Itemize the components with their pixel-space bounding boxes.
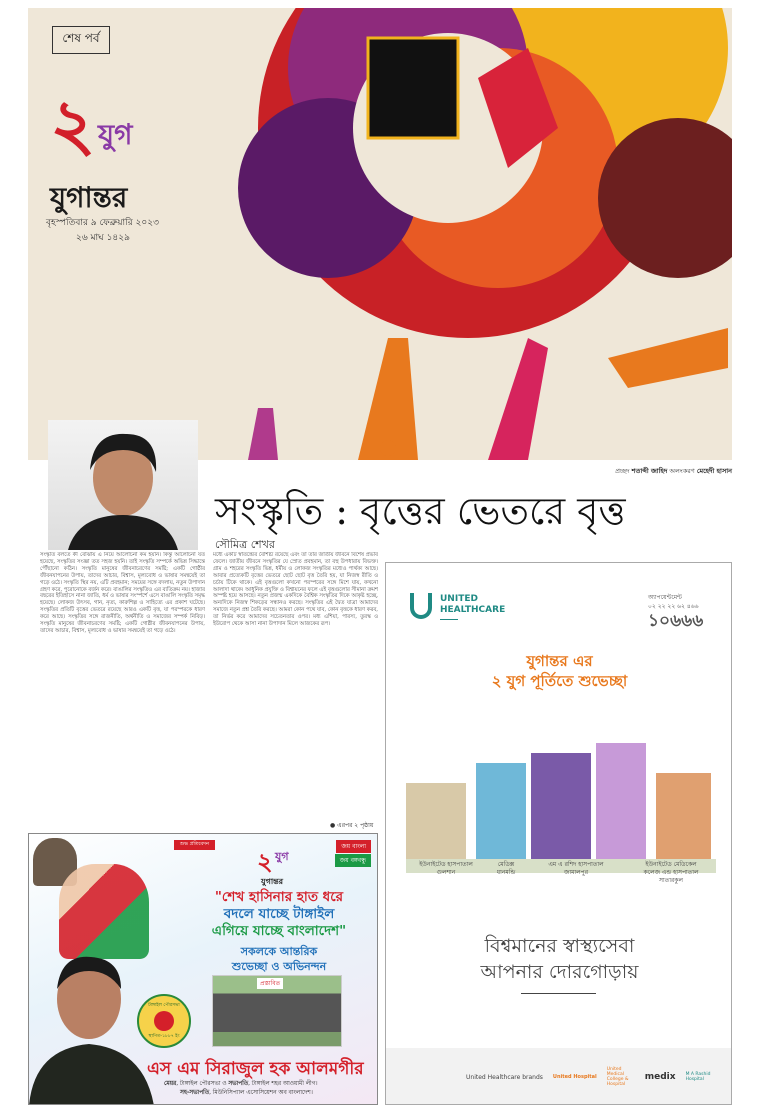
hospital-label <box>481 861 531 877</box>
brand-logo-medix: medix <box>644 1072 676 1082</box>
tangail-municipality-ad <box>28 833 378 1105</box>
anniversary-logo-number: ২ <box>50 83 96 166</box>
mayor-photo <box>29 949 154 1105</box>
brand-logo-umch: United Medical College & Hospital <box>606 1067 629 1087</box>
hospital-location: কলেজ এন্ড হাসপাতাল <box>643 869 699 876</box>
article-column: মধ্যে একটি স্বাতন্ত্র্যের বৈশিষ্ট্য রয়েছে এবং তা তার জাতীয় জীবনে বিশেষ প্রভাব ফেলে। জাতীয় জীবনে সংস্কৃতির যে স্রোত প্রবহমান, তা বহু উপধারায় বিভক্ত। গ্রাম ও শহরের সংস্কৃতি ভিন্ন, ধর্মীয় ও লোকজ সংস্কৃতির মধ্যেও পার্থক্য আছে। আবার প্রত্যেকটি বৃত্তের ভেতরে ছোট ছোট বৃত্ত তৈরি হয়, যা নিজস্ব রীতি ও চর্চায় টিকে থাকে। এই বৃত্তগুলো কখনো পরস্পরের সঙ্গে মিশে যায়, কখনো আলাদা থাকে। আধুনিক প্রযুক্তি ও বিশ্বায়নের ফলে এই বৃত্তগুলোর সীমানা ক্রমশ অস্পষ্ট হয়ে আসছে। নতুন প্রজন্ম একদিকে বৈশ্বিক সংস্কৃতির দিকে আকৃষ্ট হচ্ছে, অন্যদিকে নিজস্ব শিকড়ের সন্ধানও করছে। সংস্কৃতির এই দ্বৈত যাত্রা আমাদের সমাজে নতুন প্রশ্ন তৈরি করছে। আমরা কোন পথে যাব, কোন বৃত্তকে ধারণ করব, তা নির্ভর করে আমাদের সচেতনতার ওপর। মধ্য এশিয়া, পারস্য, তুরস্ক ও ইউরোপ থেকে আসা নানা উপাদান মিলে আজকের রূপ। <box>213 552 378 628</box>
brand-line: UNITED <box>440 594 478 604</box>
hospital-name: এম এ রশিদ হাসপাতাল <box>548 861 604 868</box>
bangla-date: ২৬ মাঘ ১৪২৯ <box>76 233 130 243</box>
seal-emblem <box>154 1011 174 1031</box>
ad-logo-number: ২ <box>257 848 273 876</box>
quote-line: বদলে যাচ্ছে টাঙ্গাইল <box>223 906 335 922</box>
anniversary-logo-word: যুগ <box>98 118 133 151</box>
greeting-line: সকলকে আন্তরিক <box>240 945 318 958</box>
ad-top-tag: শুভ প্রতিবেদন <box>174 840 215 850</box>
mayor-name: এস এম সিরাজুল হক আলমগীর <box>147 1059 364 1079</box>
tagline: বিশ্বমানের স্বাস্থ্যসেবা <box>484 935 635 957</box>
united-healthcare-logo-icon <box>410 593 432 619</box>
hospital-name: মেডিক্স <box>497 861 515 868</box>
hospital-location: জামালপুর <box>563 869 589 876</box>
project-label: প্রস্তাবিত <box>257 978 283 989</box>
article-column: সংস্কৃতি বলতে কী বোঝায় এ নিয়ে আলোচনা কম হয়নি। কিন্তু আলোচনা যত হয়েছে, সংস্কৃতির সংজ্ঞা তত সহজ হয়নি। তাই সংস্কৃতি সম্পর্কে অভিন্ন সিদ্ধান্তে পৌঁছানো কঠিন। সংস্কৃতি মানুষের জীবনাচরণের সমষ্টি; একটি গোষ্ঠীর জীবনযাপনের উপায়, তাদের আচার, বিশ্বাস, মূল্যবোধ ও ভাষার সমন্বয়েই তা গড়ে ওঠে। সংস্কৃতি স্থির নয়, এটি প্রবহমান; সময়ের সঙ্গে বদলায়, নতুন উপাদান গ্রহণ করে, পুরোনোকে বর্জন করে। বাঙালির সংস্কৃতিও এর ব্যতিক্রম নয়। হাজার বছরের ইতিহাসে নানা জাতি, ধর্ম ও ভাষার সংস্পর্শে এসে বাঙালি সংস্কৃতি সমৃদ্ধ হয়েছে। লোকজ উৎসব, গান, নৃত্য, কারুশিল্প ও সাহিত্যে এর প্রকাশ ঘটেছে। সংস্কৃতির প্রতিটি বৃত্তের ভেতরে রয়েছে আরও একটি বৃত্ত, যা পরস্পরকে ধারণ করে আছে। সংস্কৃতির সঙ্গে রাজনীতি, অর্থনীতি ও সমাজের সম্পর্ক নিবিড়। সংস্কৃতি মানুষের জীবনাচরণের সমষ্টি; একটি গোষ্ঠীর জীবনযাপনের উপায়, তাদের আচার, বিশ্বাস, মূল্যবোধ ও ভাষার সমন্বয়েই তা গড়ে ওঠে। <box>40 552 205 634</box>
illustrator: মেহেদী হাসান <box>696 467 732 475</box>
title-text: , মিউনিসিপ্যাল এসোসিয়েশন অব বাংলাদেশ। <box>209 1090 313 1096</box>
greeting-line: যুগান্তর এর <box>526 652 593 670</box>
united-healthcare-ad <box>385 562 732 1105</box>
article-byline: সৌমিত্র শেখর <box>215 538 275 551</box>
hospital-label <box>406 861 486 877</box>
seal-text: টাঙ্গাইল পৌরসভা <box>148 1003 180 1008</box>
date-line: বৃহস্পতিবার ৯ ফেব্রুয়ারি ২০২৩ <box>46 218 159 228</box>
hospital-buildings-illustration <box>406 733 716 873</box>
brand-logo-united-hospital: United Hospital <box>552 1074 597 1080</box>
title-text: সভাপতি <box>228 1081 249 1087</box>
tagline: আপনার দোরগোড়ায় <box>480 961 639 983</box>
brands-footer <box>386 1048 732 1105</box>
credit-label: প্রচ্ছদ <box>615 467 630 475</box>
project-render-image <box>212 975 342 1047</box>
title-text: , টাঙ্গাইল পৌরসভা ও <box>176 1081 229 1087</box>
portrait-photo <box>59 864 149 959</box>
brand-line: HEALTHCARE <box>440 605 506 615</box>
hospital-label <box>536 861 616 877</box>
cover-illustration <box>28 8 732 460</box>
quote-line: "শেখ হাসিনার হাত ধরে <box>214 889 344 905</box>
hospital-name: ইউনাইটেড মেডিকেল <box>645 861 697 868</box>
ad-logo-paper: যুগান্তর <box>261 877 284 886</box>
badge-joy-bangabandhu: জয় বঙ্গবন্ধু <box>335 854 371 867</box>
mayor-titles <box>164 1080 318 1098</box>
title-text: , টাঙ্গাইল শহর আওয়ামী লীগ। <box>248 1081 318 1087</box>
cover-credit <box>615 466 732 477</box>
cover-artwork <box>28 8 732 460</box>
article-headline: সংস্কৃতি : বৃত্তের ভেতরে বৃত্ত <box>215 489 626 533</box>
title-text: মেয়র <box>164 1081 177 1087</box>
badge-joy-bangla: জয় বাংলা <box>336 840 371 853</box>
seal-year: স্থাপিত-১৮৮৭ ইং <box>148 1034 180 1039</box>
hotline-number: ১০৬৬৬ <box>648 611 704 631</box>
title-text: সহ-সভাপতি <box>180 1090 210 1096</box>
greeting-line: শুভেচ্ছা ও অভিনন্দন <box>231 960 327 973</box>
hospital-location: ধানমন্ডি <box>496 869 516 876</box>
appointment-label: অ্যাপয়েন্টমেন্ট <box>648 594 682 601</box>
greeting-line: ২ যুগ পূর্তিতে শুভেচ্ছা <box>491 672 628 690</box>
hospital-location: গুলশান <box>436 869 456 876</box>
section-label: শেষ পর্ব <box>52 26 110 54</box>
author-photo <box>48 420 198 550</box>
divider <box>521 993 596 994</box>
brand-logo-ma-rashid: M A Rashid Hospital <box>685 1072 711 1082</box>
credit-label: অলংকরণ <box>669 467 695 475</box>
cover-artist: শতাব্দী জাহিদ <box>631 467 668 475</box>
hospital-label <box>631 861 711 885</box>
hospital-location: সাতারকুল <box>659 877 683 884</box>
brand-name <box>440 594 505 616</box>
continued-marker: ● এরপর ২ পৃষ্ঠায় <box>330 822 374 829</box>
divider <box>440 619 458 620</box>
hospital-name: ইউনাইটেড হাসপাতাল <box>419 861 473 868</box>
brands-label: United Healthcare brands <box>466 1073 543 1081</box>
phone-number: ০২ ২২ ২২ ৬২ ৪৬৬ <box>648 603 699 610</box>
newspaper-masthead: যুগান্তর <box>50 181 128 214</box>
ad-logo-word: যুগ <box>275 850 289 863</box>
quote-line: এগিয়ে যাচ্ছে বাংলাদেশ" <box>211 923 347 939</box>
